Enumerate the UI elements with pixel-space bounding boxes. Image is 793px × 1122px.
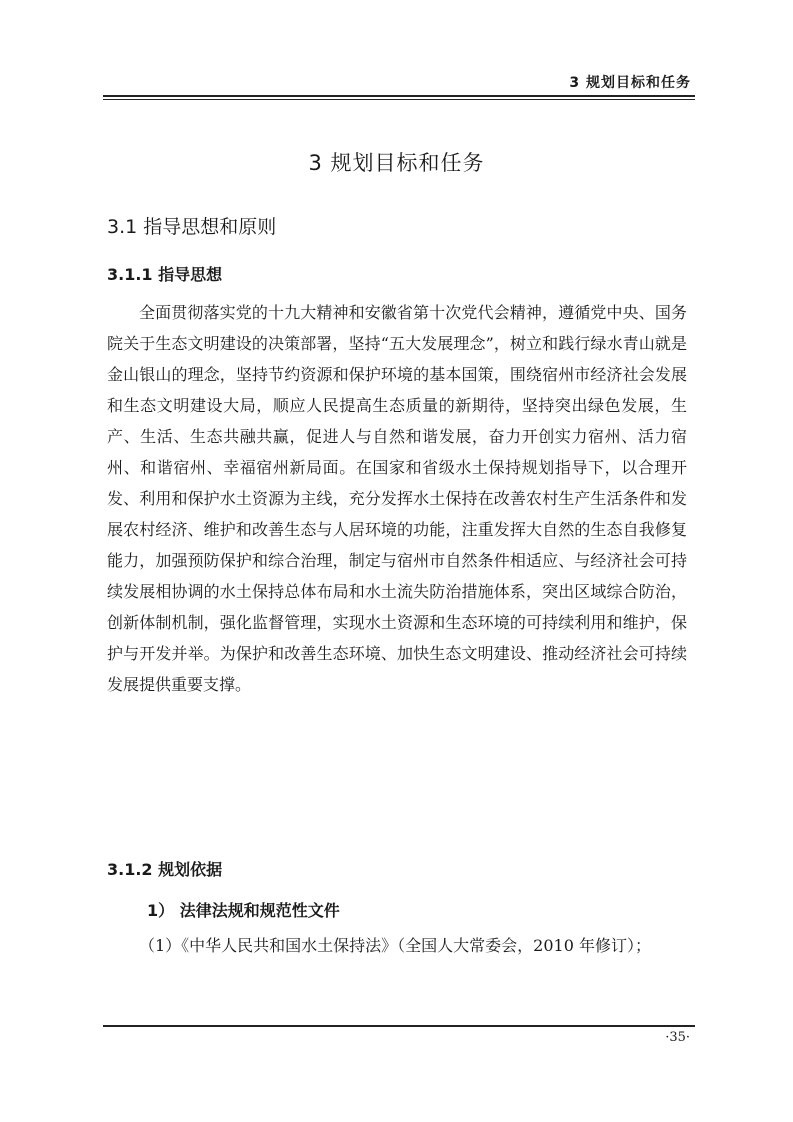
page-number: ·35·	[665, 1030, 690, 1045]
running-header: 3 规划目标和任务	[569, 75, 691, 91]
subsection-title-guiding-ideology: 3.1.1 指导思想	[107, 265, 223, 284]
guiding-ideology-paragraph: 全面贯彻落实党的十九大精神和安徽省第十次党代会精神，遵循党中央、国务院关于生态文明建设的决策部署，坚持“五大发展理念”，树立和践行绿水青山就是金山银山的理念，坚持节约资源和保护环境的基本国策，围绕宿州市经济社会发展和生态文明建设大局，顺应人民提高生态质量的新期待，坚持突出绿色发展，生产、生活、生态共融共赢，促进人与自然和谐发展，奋力开创实力宿州、活力宿州、和谐宿州、幸福宿州新局面。在国家和省级水土保持规划指导下，以合理开发、利用和保护水土资源为主线，充分发挥水土保持在改善农村生产生活条件和发展农村经济、维护和改善生态与人居环境的功能，注重发挥大自然的生态自我修复能力，加强预防保护和综合治理，制定与宿州市自然条件相适应、与经济社会可持续发展相协调的水土保持总体布局和水土流失防治措施体系，突出区域综合防治，创新体制机制，强化监督管理，实现水土资源和生态环境的可持续利用和维护，保护与开发并举。为保护和改善生态环境、加快生态文明建设、推动经济社会可持续发展提供重要支撑。	[107, 303, 687, 694]
chapter-title: 3 规划目标和任务	[308, 151, 485, 175]
header-rule-thin	[103, 99, 695, 100]
item-title-laws-regulations: 1） 法律法规和规范性文件	[147, 901, 340, 920]
subsection-title-planning-basis: 3.1.2 规划依据	[107, 860, 223, 879]
footer-rule	[103, 1025, 695, 1027]
section-title: 3.1 指导思想和原则	[107, 216, 277, 238]
header-rule	[103, 95, 695, 97]
law-item-1: （1）《中华人民共和国水土保持法》（全国人大常委会，2010 年修订）；	[139, 936, 651, 955]
